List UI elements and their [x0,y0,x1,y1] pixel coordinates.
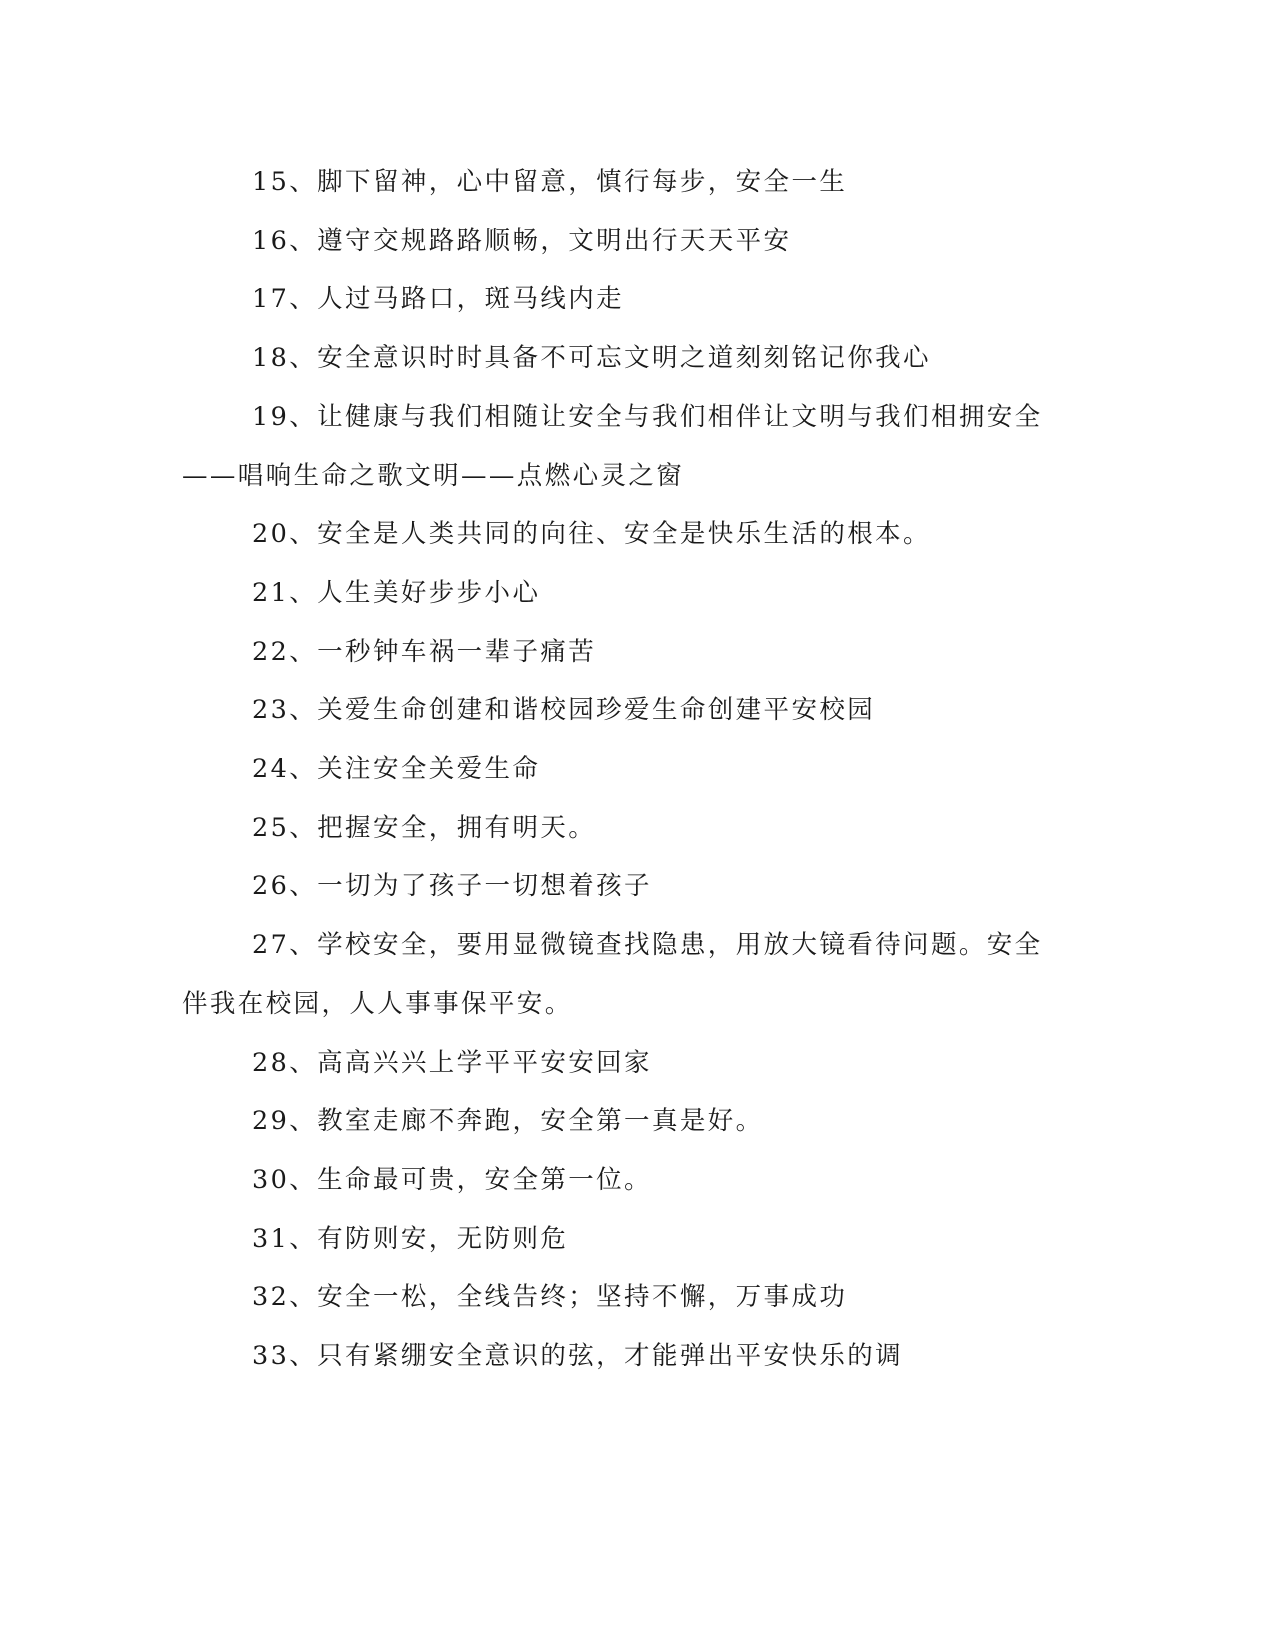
paragraph-18: 18、安全意识时时具备不可忘文明之道刻刻铭记你我心 [252,343,931,374]
paragraph-26: 26、一切为了孩子一切想着孩子 [252,871,652,902]
paragraph-16: 16、遵守交规路路顺畅，文明出行天天平安 [252,225,792,256]
paragraph-28: 28、高高兴兴上学平平安安回家 [252,1047,652,1078]
paragraph-32: 32、安全一松，全线告终；坚持不懈，万事成功 [252,1282,848,1313]
paragraph-19: 19、让健康与我们相随让安全与我们相伴让文明与我们相拥安全——唱响生命之歌文明——点燃心灵之窗 [182,401,1043,491]
paragraph-22: 22、一秒钟车祸一辈子痛苦 [252,636,597,667]
paragraph-21: 21、人生美好步步小心 [252,577,541,608]
paragraph-23: 23、关爱生命创建和谐校园珍爱生命创建平安校园 [252,695,876,726]
paragraph-24: 24、关注安全关爱生命 [252,754,541,785]
paragraph-25: 25、把握安全，拥有明天。 [252,812,597,843]
paragraph-29: 29、教室走廊不奔跑，安全第一真是好。 [252,1106,764,1137]
paragraph-27: 27、学校安全，要用显微镜查找隐患，用放大镜看待问题。安全伴我在校园，人人事事保平安。 [182,930,1043,1019]
paragraph-17: 17、人过马路口，斑马线内走 [252,284,625,315]
paragraph-30: 30、生命最可贵，安全第一位。 [252,1164,652,1195]
document-body [182,153,1057,1386]
paragraph-33: 33、只有紧绷安全意识的弦，才能弹出平安快乐的调 [252,1341,904,1372]
paragraph-15: 15、脚下留神，心中留意，慎行每步，安全一生 [252,167,848,197]
paragraph-20: 20、安全是人类共同的向往、安全是快乐生活的根本。 [252,519,931,550]
paragraph-31: 31、有防则安，无防则危 [252,1223,569,1254]
